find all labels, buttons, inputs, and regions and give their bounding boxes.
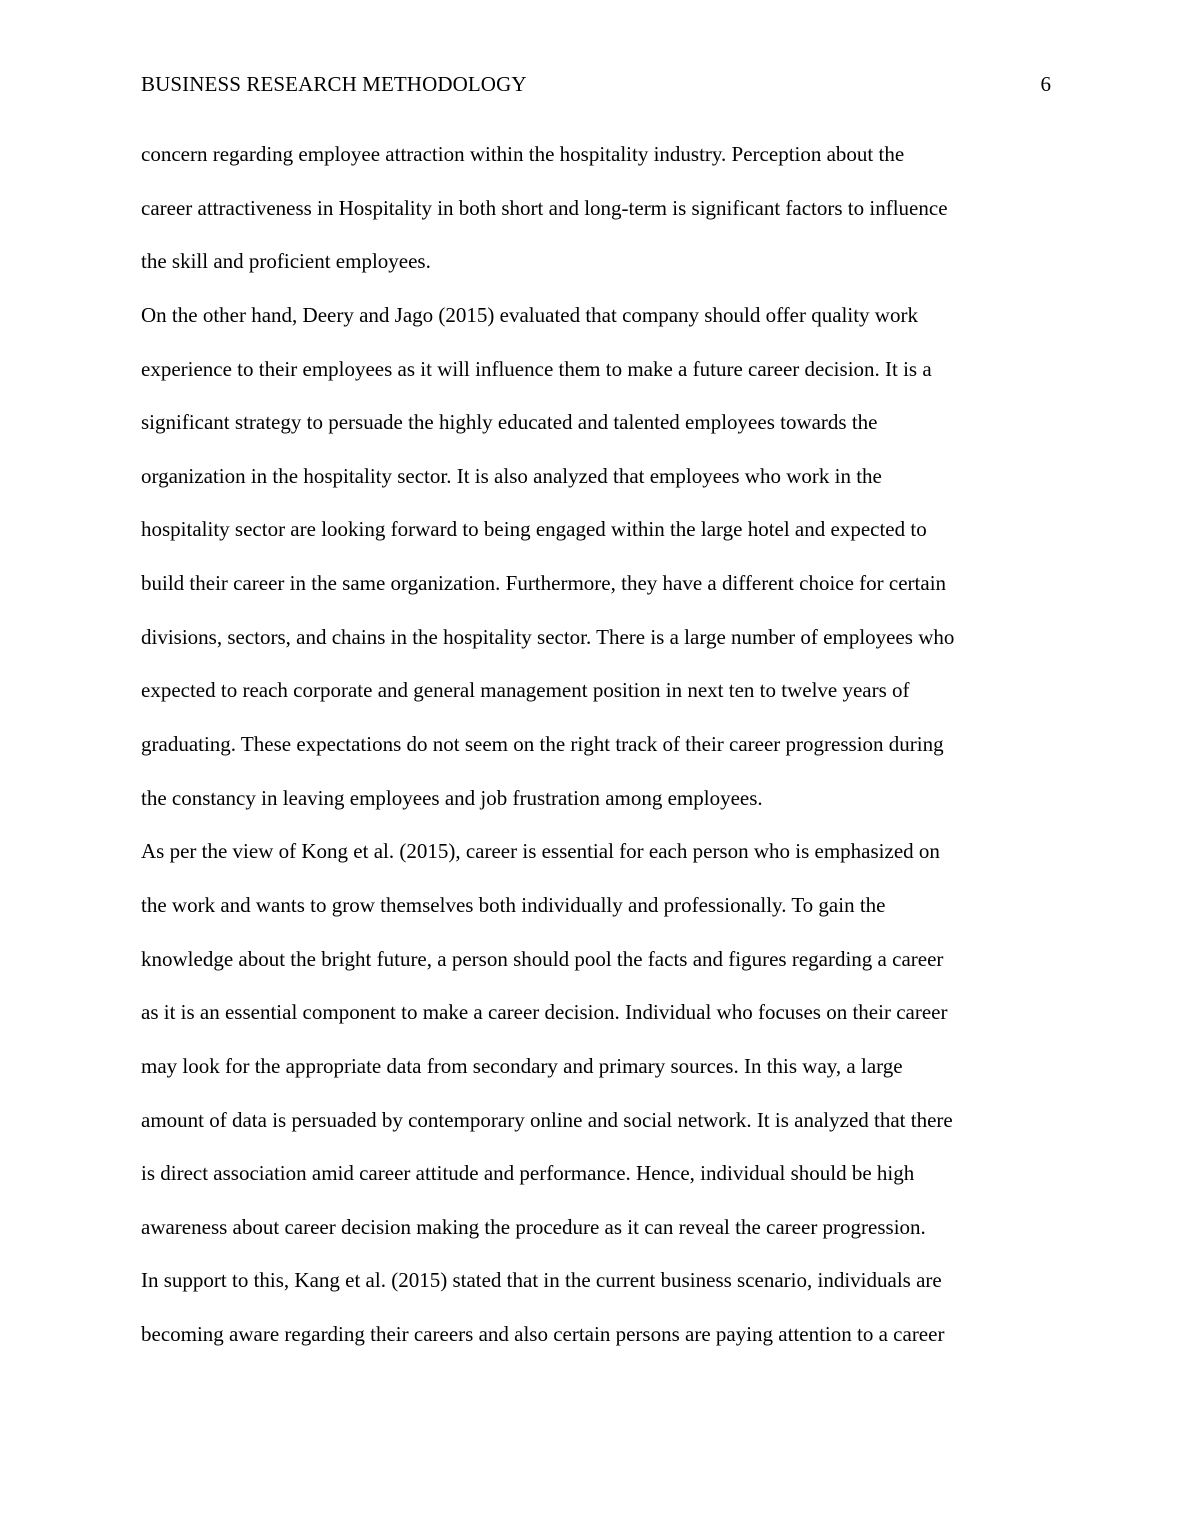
body-line: as it is an essential component to make a career decision. Individual who focuses on their career [141, 1000, 948, 1025]
body-line: awareness about career decision making the procedure as it can reveal the career progression. [141, 1214, 926, 1239]
body-line: graduating. These expectations do not seem on the right track of their career progression during [141, 732, 944, 757]
body-line: divisions, sectors, and chains in the hospitality sector. There is a large number of employees who [141, 624, 955, 649]
body-line: the work and wants to grow themselves both individually and professionally. To gain the [141, 892, 886, 917]
body-line: becoming aware regarding their careers and also certain persons are paying attention to a career [141, 1322, 945, 1347]
body-line: build their career in the same organization. Furthermore, they have a different choice for certain [141, 571, 947, 596]
body-line: amount of data is persuaded by contemporary online and social network. It is analyzed that there [141, 1107, 953, 1132]
body-line: the constancy in leaving employees and job frustration among employees. [141, 785, 763, 810]
body-line: organization in the hospitality sector. It is also analyzed that employees who work in the [141, 463, 882, 488]
body-line: experience to their employees as it will influence them to make a future career decision. It is a [141, 356, 932, 381]
body-line: significant strategy to persuade the highly educated and talented employees towards the [141, 410, 878, 435]
body-line: In support to this, Kang et al. (2015) stated that in the current business scenario, individuals are [141, 1268, 942, 1293]
body-line: concern regarding employee attraction within the hospitality industry. Perception about the [141, 142, 905, 166]
body-line: hospitality sector are looking forward to being engaged within the large hotel and expected to [141, 517, 927, 542]
body-line: the skill and proficient employees. [141, 249, 431, 274]
body-line: is direct association amid career attitude and performance. Hence, individual should be high [141, 1161, 915, 1186]
body-text [141, 140, 1056, 1374]
body-line: knowledge about the bright future, a person should pool the facts and figures regarding a career [141, 946, 944, 971]
body-line: career attractiveness in Hospitality in both short and long-term is significant factors to influence [141, 195, 948, 220]
body-line: may look for the appropriate data from secondary and primary sources. In this way, a large [141, 1053, 903, 1078]
body-line: On the other hand, Deery and Jago (2015) evaluated that company should offer quality work [141, 302, 918, 327]
body-line: expected to reach corporate and general management position in next ten to twelve years of [141, 678, 910, 703]
running-head: BUSINESS RESEARCH METHODOLOGY [141, 72, 527, 96]
body-line: As per the view of Kong et al. (2015), career is essential for each person who is emphasized on [141, 839, 940, 864]
page-number: 6 [1040, 72, 1051, 96]
